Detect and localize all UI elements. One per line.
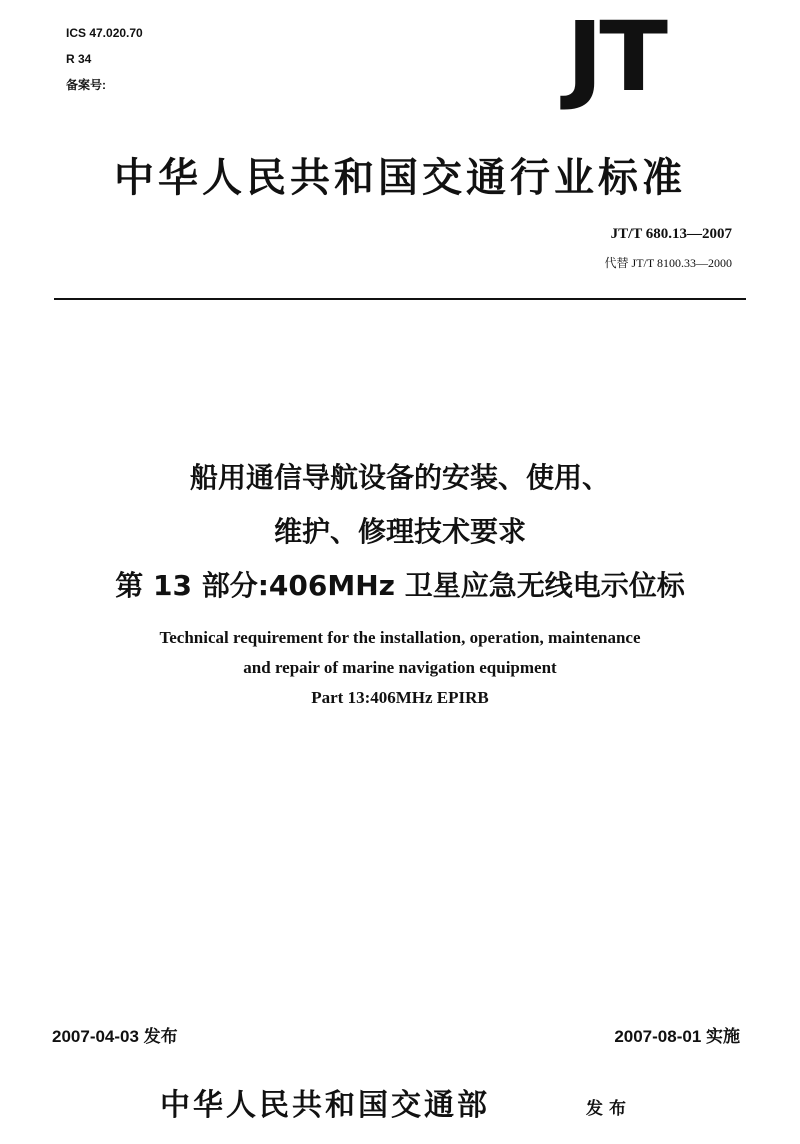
- issue-date: 2007-04-03 发布: [52, 1027, 178, 1046]
- english-title-line-2: and repair of marine navigation equipment: [243, 658, 557, 677]
- replaces-standard: 代替 JT/T 8100.33—2000: [604, 256, 732, 270]
- english-title-line-1: Technical requirement for the installation, operation, maintenance: [159, 628, 641, 647]
- chinese-title-line-2: 维护、修理技术要求: [273, 515, 526, 548]
- jt-logo: [566, 1, 736, 113]
- ics-code: ICS 47.020.70: [66, 26, 143, 40]
- classification-code: R 34: [66, 52, 92, 66]
- standard-category-title: 中华人民共和国交通行业标准: [114, 155, 686, 201]
- english-title-line-3: Part 13:406MHz EPIRB: [311, 688, 489, 707]
- header-divider: [54, 298, 746, 300]
- chinese-title-line-1: 船用通信导航设备的安装、使用、: [189, 461, 610, 494]
- issuing-authority: 中华人民共和国交通部: [160, 1088, 490, 1123]
- issued-label: 发布: [586, 1099, 632, 1119]
- implementation-date: 2007-08-01 实施: [614, 1027, 740, 1046]
- jt-logo-text: JT: [566, 1, 664, 113]
- chinese-title-line-3: 第 13 部分:406MHz 卫星应急无线电示位标: [115, 569, 685, 602]
- standard-number: JT/T 680.13—2007: [610, 226, 732, 242]
- record-number-label: 备案号:: [66, 78, 106, 92]
